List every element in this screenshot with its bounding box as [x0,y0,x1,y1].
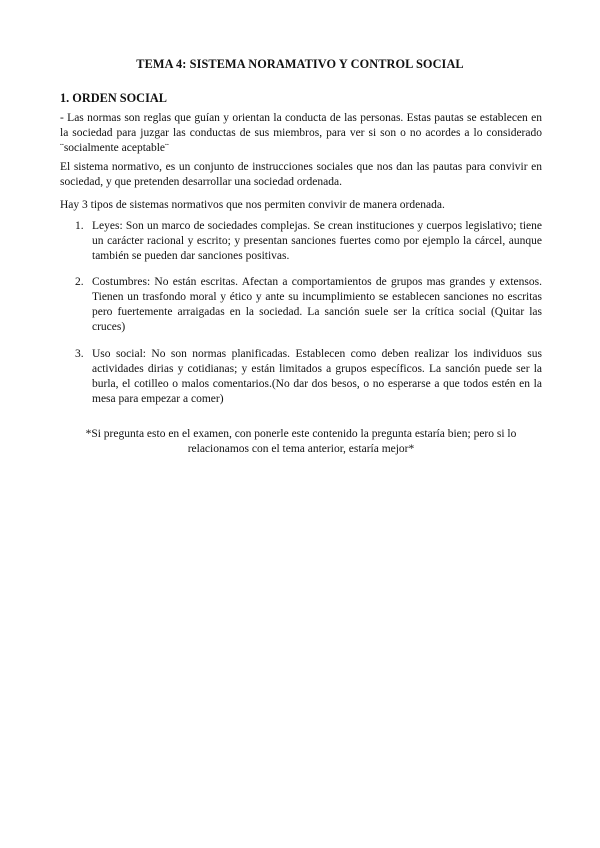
document-title: TEMA 4: SISTEMA NORAMATIVO Y CONTROL SOCIAL [136,57,464,71]
list-item-text: Costumbres: No están escritas. Afectan a comportamientos de grupos mas grandes y extensos. Tienen un trasfondo moral y ético y ante su incumplimiento se establecen sanciones no escritas pero fuertemente arraigadas en la sociedad. La sanción suele ser la crítica social (Quitar las cruces) [92,276,542,333]
paragraph-tipos: Hay 3 tipos de sistemas normativos que nos permiten convivir de manera ordenada. [60,199,445,211]
section-heading: 1. ORDEN SOCIAL [60,91,167,105]
exam-note: *Si pregunta esto en el examen, con ponerle este contenido la pregunta estaría bien; pero si lo relacionamos con el tema anterior, estaría mejor* [85,428,517,455]
paragraph-sistema-normativo: El sistema normativo, es un conjunto de instrucciones sociales que nos dan las pautas para convivir en sociedad, y que pretenden desarrollar una sociedad ordenada. [60,161,542,188]
list-item-number: 1. [75,220,84,232]
list-item-text: Leyes: Son un marco de sociedades complejas. Se crean instituciones y cuerpos legislativo; tiene un carácter racional y escrito; y presentan sanciones fuertes como por ejemplo la cárcel, aunque también se pueden dar sanciones positivas. [92,220,542,262]
list-item-number: 2. [75,276,84,288]
paragraph-normas: - Las normas son reglas que guían y orientan la conducta de las personas. Estas pautas se establecen en la sociedad para juzgar las conductas de sus miembros, para ver si son o no acordes a lo considerado ¨socialmente aceptable¨ [60,112,542,154]
list-item-number: 3. [75,348,84,360]
list-item-text: Uso social: No son normas planificadas. Establecen como deben realizar los individuos sus actividades dirias y cotidianas; y están limitados a grupos específicos. La sanción puede ser la burla, el cotilleo o malos comentarios.(No dar dos besos, o no esperarse a que todos estén en la mesa para empezar a comer) [92,348,542,405]
